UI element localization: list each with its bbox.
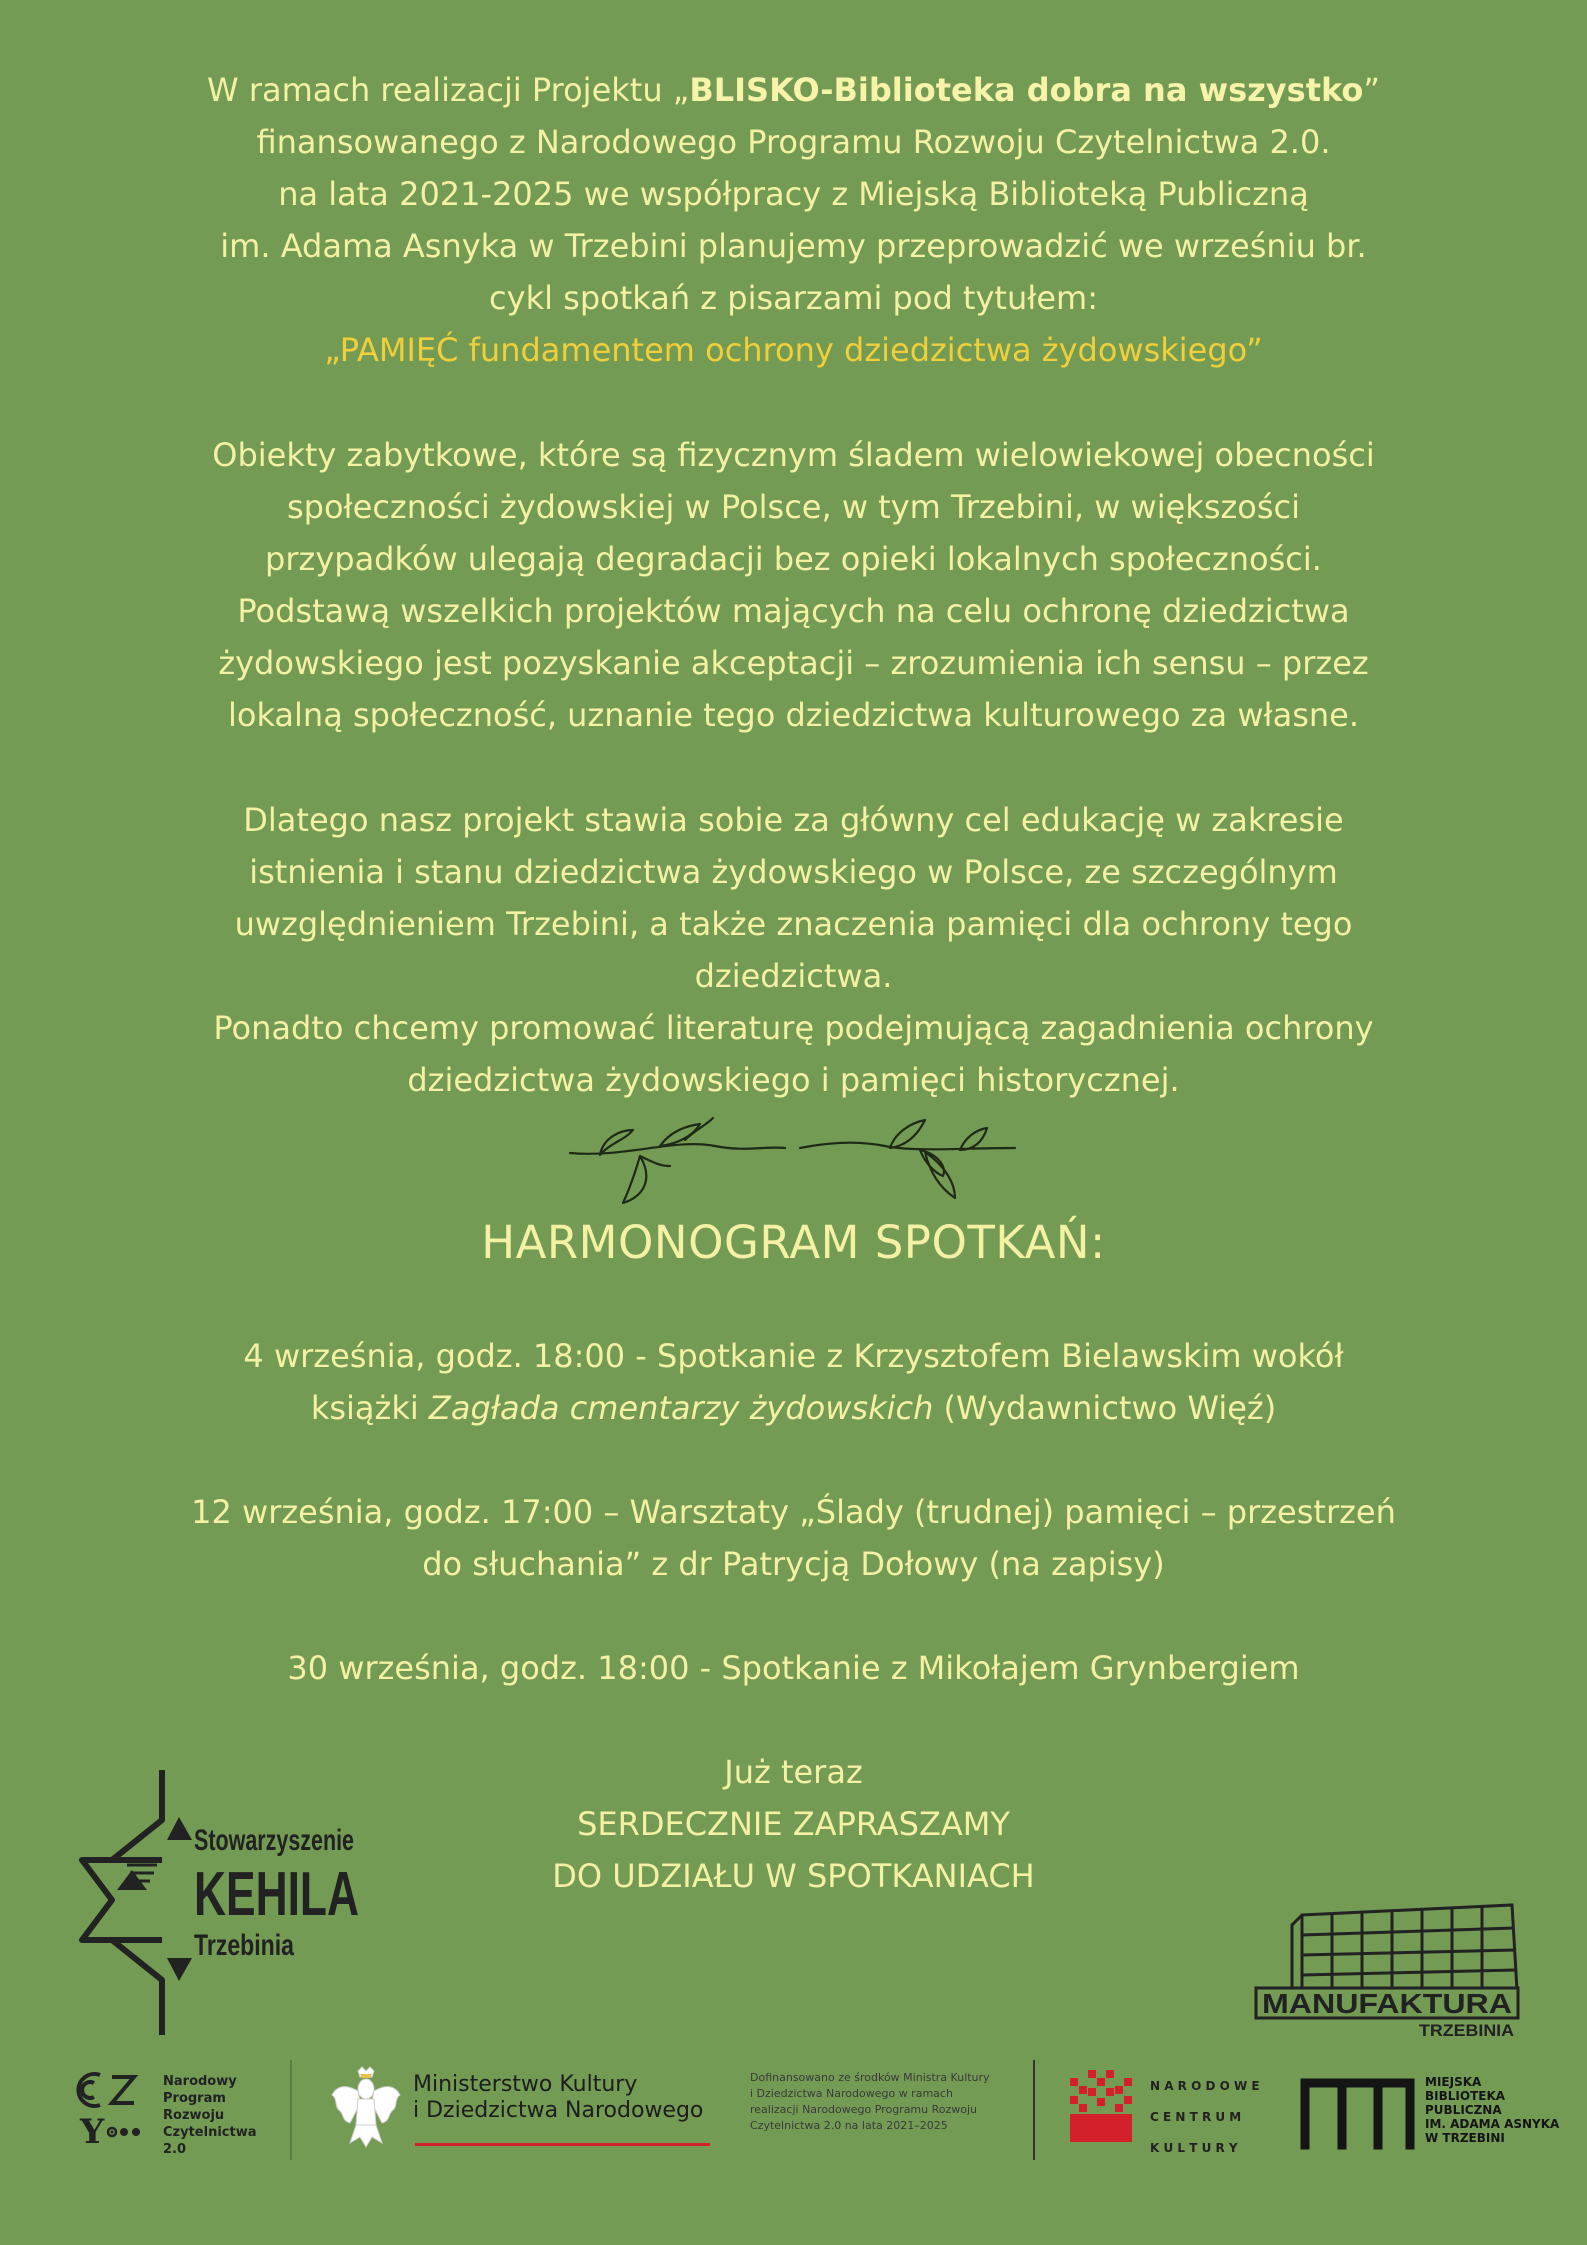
project-name: BLISKO-Biblioteka dobra na wszystko [689, 71, 1364, 109]
event-1 [80, 1330, 1507, 1434]
svg-text:Y: Y [80, 2112, 105, 2152]
nck-logo-icon [1070, 2070, 1132, 2142]
text-line: Podstawą wszelkich projektów mających na celu ochronę dziedzictwa [237, 592, 1350, 630]
kehila-word-2: KEHILA [194, 1860, 359, 1929]
text-line: społeczności żydowskiej w Polsce, w tym Trzebini, w większości [286, 488, 1301, 526]
schedule-title: HARMONOGRAM SPOTKAŃ: [481, 1216, 1106, 1269]
text-line: istnienia i stanu dziedzictwa żydowskiego w Polsce, ze szczególnym [249, 853, 1338, 891]
kehila-word-3: Trzebinia [194, 1929, 295, 1962]
event-2-line-1: 12 września, godz. 17:00 – Warsztaty „Ślady (trudnej) pamięci – przestrzeń [191, 1493, 1396, 1531]
event-1-line-2: książki Zagłada cmentarzy żydowskich (Wydawnictwo Więź) [310, 1389, 1277, 1427]
mbp-text: MIEJSKA BIBLIOTEKA PUBLICZNA IM. ADAMA ASNYKA W TRZEBINI [1425, 2075, 1560, 2145]
polish-eagle-icon [330, 2065, 402, 2150]
branch-divider-icon [565, 1118, 1020, 1208]
event-2 [80, 1486, 1507, 1590]
kehila-logo [72, 1765, 372, 2045]
ministry-red-line [415, 2143, 710, 2146]
text-line: uwzględnieniem Trzebini, a także znaczenia pamięci dla ochrony tego [234, 905, 1353, 943]
intro-line-5: cykl spotkań z pisarzami pod tytułem: [489, 279, 1098, 317]
event-3 [80, 1642, 1507, 1694]
book-title: Zagłada cmentarzy żydowskich [428, 1389, 934, 1427]
heritage-paragraph [80, 429, 1507, 741]
intro-line-1: W ramach realizacji Projektu „BLISKO-Biblioteka dobra na wszystko” [207, 71, 1380, 109]
intro-paragraph [80, 64, 1507, 376]
closing-line-3: DO UDZIAŁU W SPOTKANIACH [552, 1857, 1035, 1895]
footer-logos [0, 2055, 1587, 2215]
manufaktura-name: MANUFAKTURA [1262, 1988, 1512, 2019]
text-line: Ponadto chcemy promować literaturę podejmującą zagadnienia ochrony [213, 1009, 1374, 1047]
intro-line-3: na lata 2021-2025 we współpracy z Miejską Biblioteką Publiczną [278, 175, 1309, 213]
kehila-word-1: Stowarzyszenie [194, 1824, 354, 1857]
text-line: lokalną społeczność, uznanie tego dziedzictwa kulturowego za własne. [227, 696, 1360, 734]
event-2-line-2: do słuchania” z dr Patrycją Dołowy (na zapisy) [422, 1545, 1165, 1583]
closing-line-2: SERDECZNIE ZAPRASZAMY [577, 1805, 1010, 1843]
goal-paragraph [80, 794, 1507, 1106]
ministry-name: Ministerstwo Kultury i Dziedzictwa Narodowego [413, 2072, 704, 2123]
cycle-title: „PAMIĘĆ fundamentem ochrony dziedzictwa żydowskiego” [324, 331, 1263, 369]
manufaktura-city: TRZEBINIA [1419, 2021, 1514, 2040]
event-1-line-1: 4 września, godz. 18:00 - Spotkanie z Krzysztofem Bielawskim wokół [243, 1337, 1344, 1375]
nprcz-text: Narodowy Program Rozwoju Czytelnictwa 2.0 [163, 2074, 257, 2157]
text-line: dziedzictwa. [694, 957, 893, 995]
closing-line-1: Już teraz [724, 1753, 863, 1791]
nck-text: N A R O D O W E C E N T R U M K U L T U R Y [1150, 2079, 1260, 2155]
footer-separator [290, 2060, 292, 2160]
intro-line-4: im. Adama Asnyka w Trzebini planujemy przeprowadzić we wrześniu br. [220, 227, 1367, 265]
mbp-logo-icon [1300, 2075, 1415, 2150]
event-3-line-1: 30 września, godz. 18:00 - Spotkanie z Mikołajem Grynbergiem [287, 1649, 1300, 1687]
text-line: przypadków ulegają degradacji bez opieki lokalnych społeczności. [265, 540, 1322, 578]
manufaktura-logo [1252, 1900, 1527, 2040]
text-line: Dlatego nasz projekt stawia sobie za główny cel edukację w zakresie [243, 801, 1344, 839]
text-line: dziedzictwa żydowskiego i pamięci historycznej. [407, 1061, 1180, 1099]
nprcz-logo-icon [72, 2065, 147, 2155]
footer-separator [1033, 2060, 1035, 2160]
funding-note: Dofinansowano ze środków Ministra Kultury i Dziedzictwa Narodowego w ramach realizacji Narodowego Programu Rozwoju Czytelnictwa 2.0 na lata 2021–2025 [750, 2071, 990, 2132]
text-line: żydowskiego jest pozyskanie akceptacji – zrozumienia ich sensu – przez [218, 644, 1369, 682]
intro-line-2: finansowanego z Narodowego Programu Rozwoju Czytelnictwa 2.0. [256, 123, 1331, 161]
text-line: Obiekty zabytkowe, które są fizycznym śladem wielowiekowej obecności [212, 436, 1375, 474]
